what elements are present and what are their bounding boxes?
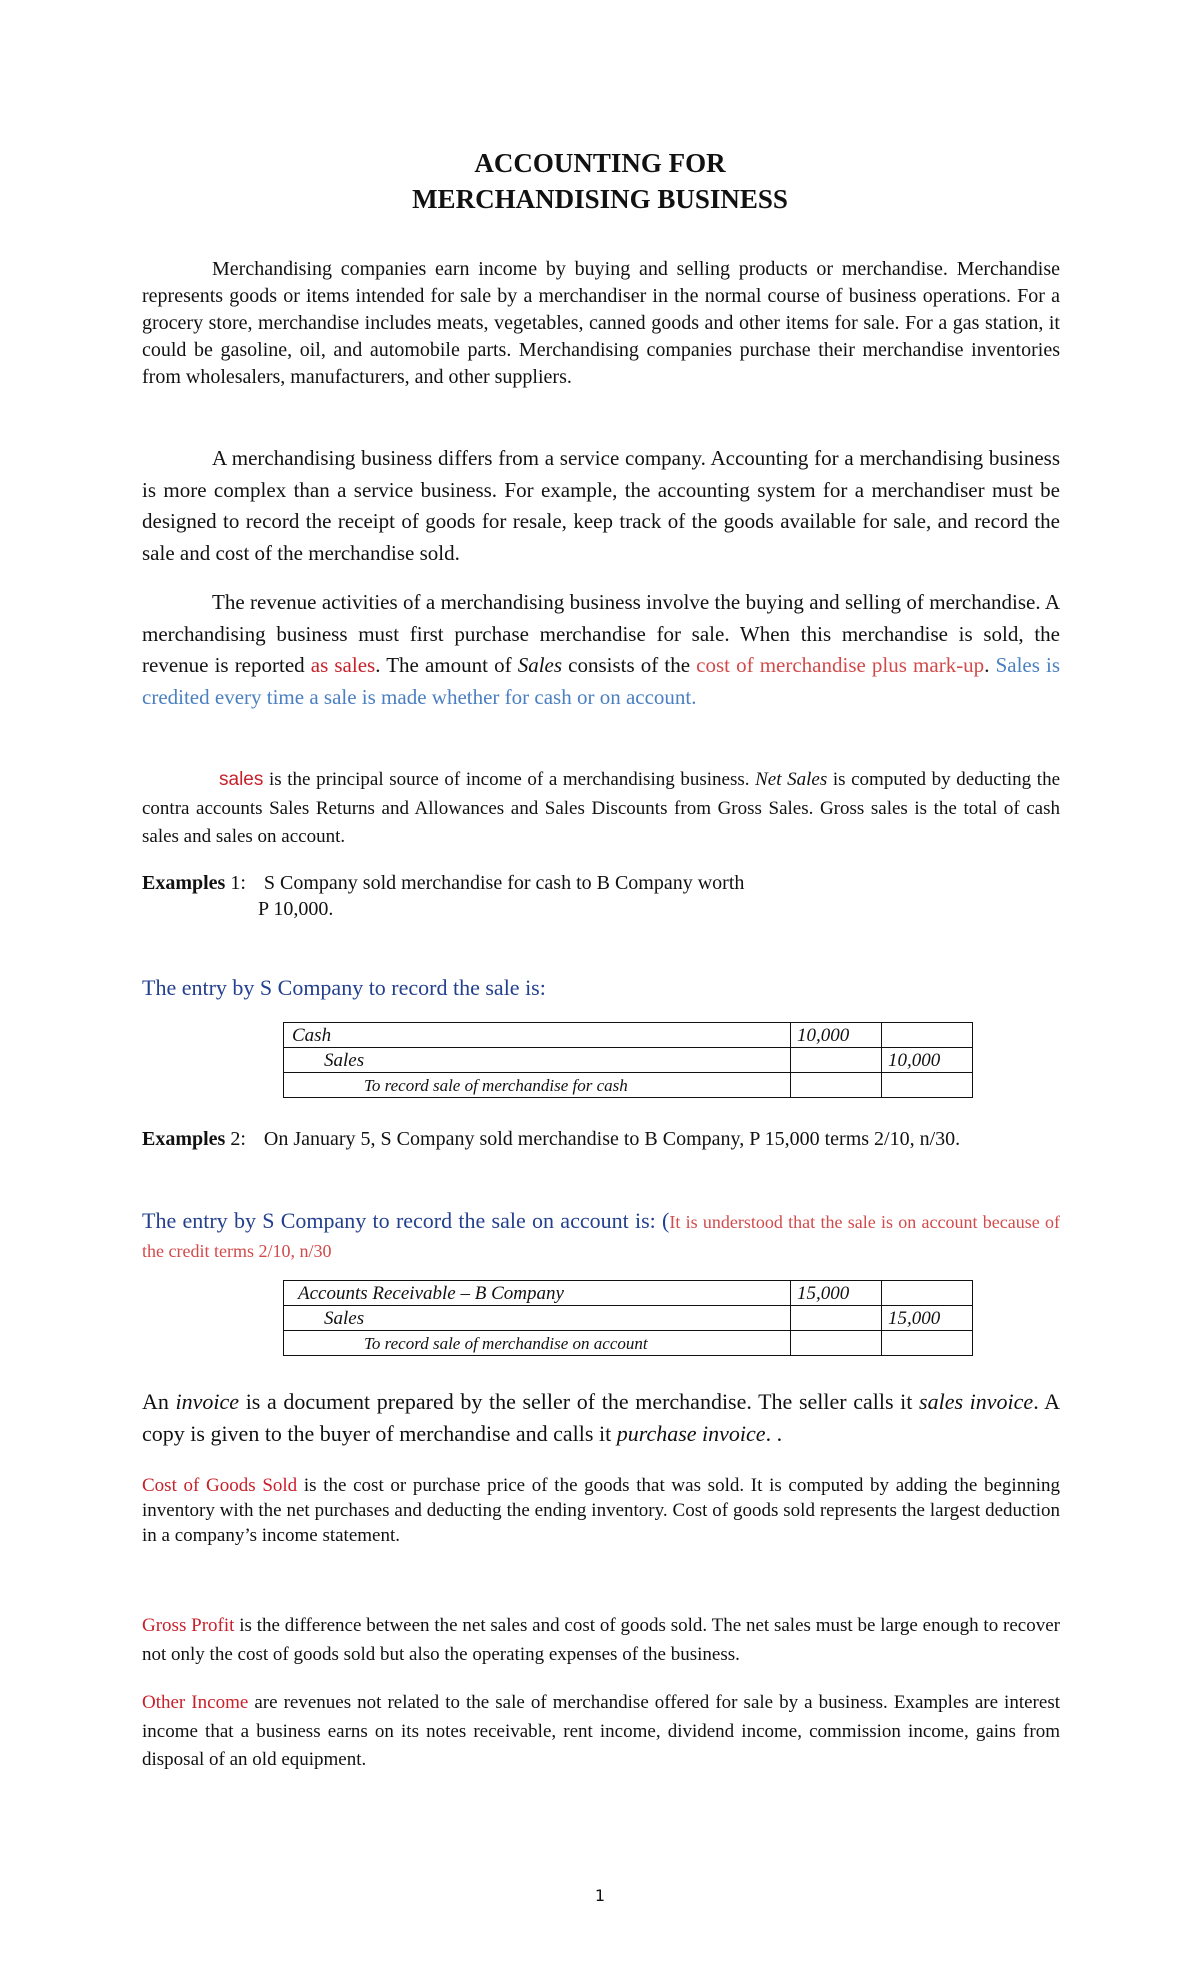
paragraph-net-sales: sales is the principal source of income of a merchandising business. Net Sales is computed by deducting the contra accounts Sales Returns and Allowances and Sales Discounts from Gross Sales. Gross sales is the total of cash sales and sales on account. xyxy=(142,769,1061,847)
debit-cell xyxy=(791,1306,882,1331)
account-cell: To record sale of merchandise for cash xyxy=(284,1073,791,1098)
paragraph-intro: Merchandising companies earn income by buying and selling products or merchandise. Merchandise represents goods or items intended for sale by a merchandiser in the normal course of business operations. For a grocery store, merchandise includes meats, vegetables, canned goods and other items for sale. For a gas station, it could be gasoline, oil, and automobile parts. Merchandising companies purchase their merchandise inventories from wholesalers, manufacturers, and other suppliers. xyxy=(142,258,1060,388)
paragraph-revenue-activities: The revenue activities of a merchandising business involve the buying and selling of merchandise. A merchandising business must first purchase merchandise for sale. When this merchandise is sold, the revenue is reported as sales. The amount of Sales consists of the cost of merchandise plus mark-up. Sales is credited every time a sale is made whether for cash or on account. xyxy=(142,590,1061,709)
debit-cell: 10,000 xyxy=(791,1023,882,1048)
table-row xyxy=(284,1306,973,1331)
journal-entry-2-table xyxy=(283,1280,973,1356)
credit-cell xyxy=(882,1331,973,1356)
account-cell: Accounts Receivable – B Company xyxy=(284,1281,791,1306)
credit-cell: 10,000 xyxy=(882,1048,973,1073)
document-title-line1: ACCOUNTING FOR xyxy=(474,148,726,178)
page-number: 1 xyxy=(594,1886,606,1905)
table-row xyxy=(284,1331,973,1356)
table-row xyxy=(284,1073,973,1098)
debit-cell: 15,000 xyxy=(791,1281,882,1306)
account-cell: Sales xyxy=(284,1306,791,1331)
paragraph-cost-of-goods-sold: Cost of Goods Sold is the cost or purchase price of the goods that was sold. It is computed by adding the beginning inventory with the net purchases and deducting the ending inventory. Cost of goods sold represents the largest deduction in a company’s income statement. xyxy=(142,1475,1060,1546)
paragraph-invoice: An invoice is a document prepared by the seller of the merchandise. The seller calls it sales invoice. A copy is given to the buyer of merchandise and calls it purchase invoice. . xyxy=(142,1389,1060,1446)
debit-cell xyxy=(791,1331,882,1356)
paragraph-service-comparison: A merchandising business differs from a service company. Accounting for a merchandising business is more complex than a service business. For example, the accounting system for a merchandiser must be designed to record the receipt of goods for resale, keep track of the goods available for sale, and record the sale and cost of the merchandise sold. xyxy=(142,446,1060,565)
credit-cell xyxy=(882,1281,973,1306)
example-1: Examples 1: S Company sold merchandise for cash to B Company worth xyxy=(142,872,745,894)
table-row xyxy=(284,1048,973,1073)
paragraph-gross-profit: Gross Profit is the difference between the net sales and cost of goods sold. The net sales must be large enough to recover not only the cost of goods sold but also the operating expenses of the business. xyxy=(142,1615,1060,1665)
table-row xyxy=(284,1023,973,1048)
debit-cell xyxy=(791,1048,882,1073)
credit-cell xyxy=(882,1073,973,1098)
entry-2-heading: The entry by S Company to record the sale on account is: (It is understood that the sale is on account because of the credit terms 2/10, n/30 xyxy=(142,1208,1060,1261)
paragraph-other-income: Other Income are revenues not related to the sale of merchandise offered for sale by a business. Examples are interest income that a business earns on its notes receivable, rent income, dividend income, commission income, gains from disposal of an old equipment. xyxy=(142,1692,1060,1770)
journal-entry-1-table xyxy=(283,1022,973,1098)
example-1-amount: P 10,000. xyxy=(258,898,334,920)
account-cell: Sales xyxy=(284,1048,791,1073)
debit-cell xyxy=(791,1073,882,1098)
credit-cell: 15,000 xyxy=(882,1306,973,1331)
table-row xyxy=(284,1281,973,1306)
document-title-line2: MERCHANDISING BUSINESS xyxy=(412,184,788,214)
account-cell: Cash xyxy=(284,1023,791,1048)
example-2: Examples 2: On January 5, S Company sold merchandise to B Company, P 15,000 terms 2/10, n/30. xyxy=(142,1128,961,1150)
credit-cell xyxy=(882,1023,973,1048)
account-cell: To record sale of merchandise on account xyxy=(284,1331,791,1356)
entry-1-heading: The entry by S Company to record the sale is: xyxy=(142,975,546,1000)
